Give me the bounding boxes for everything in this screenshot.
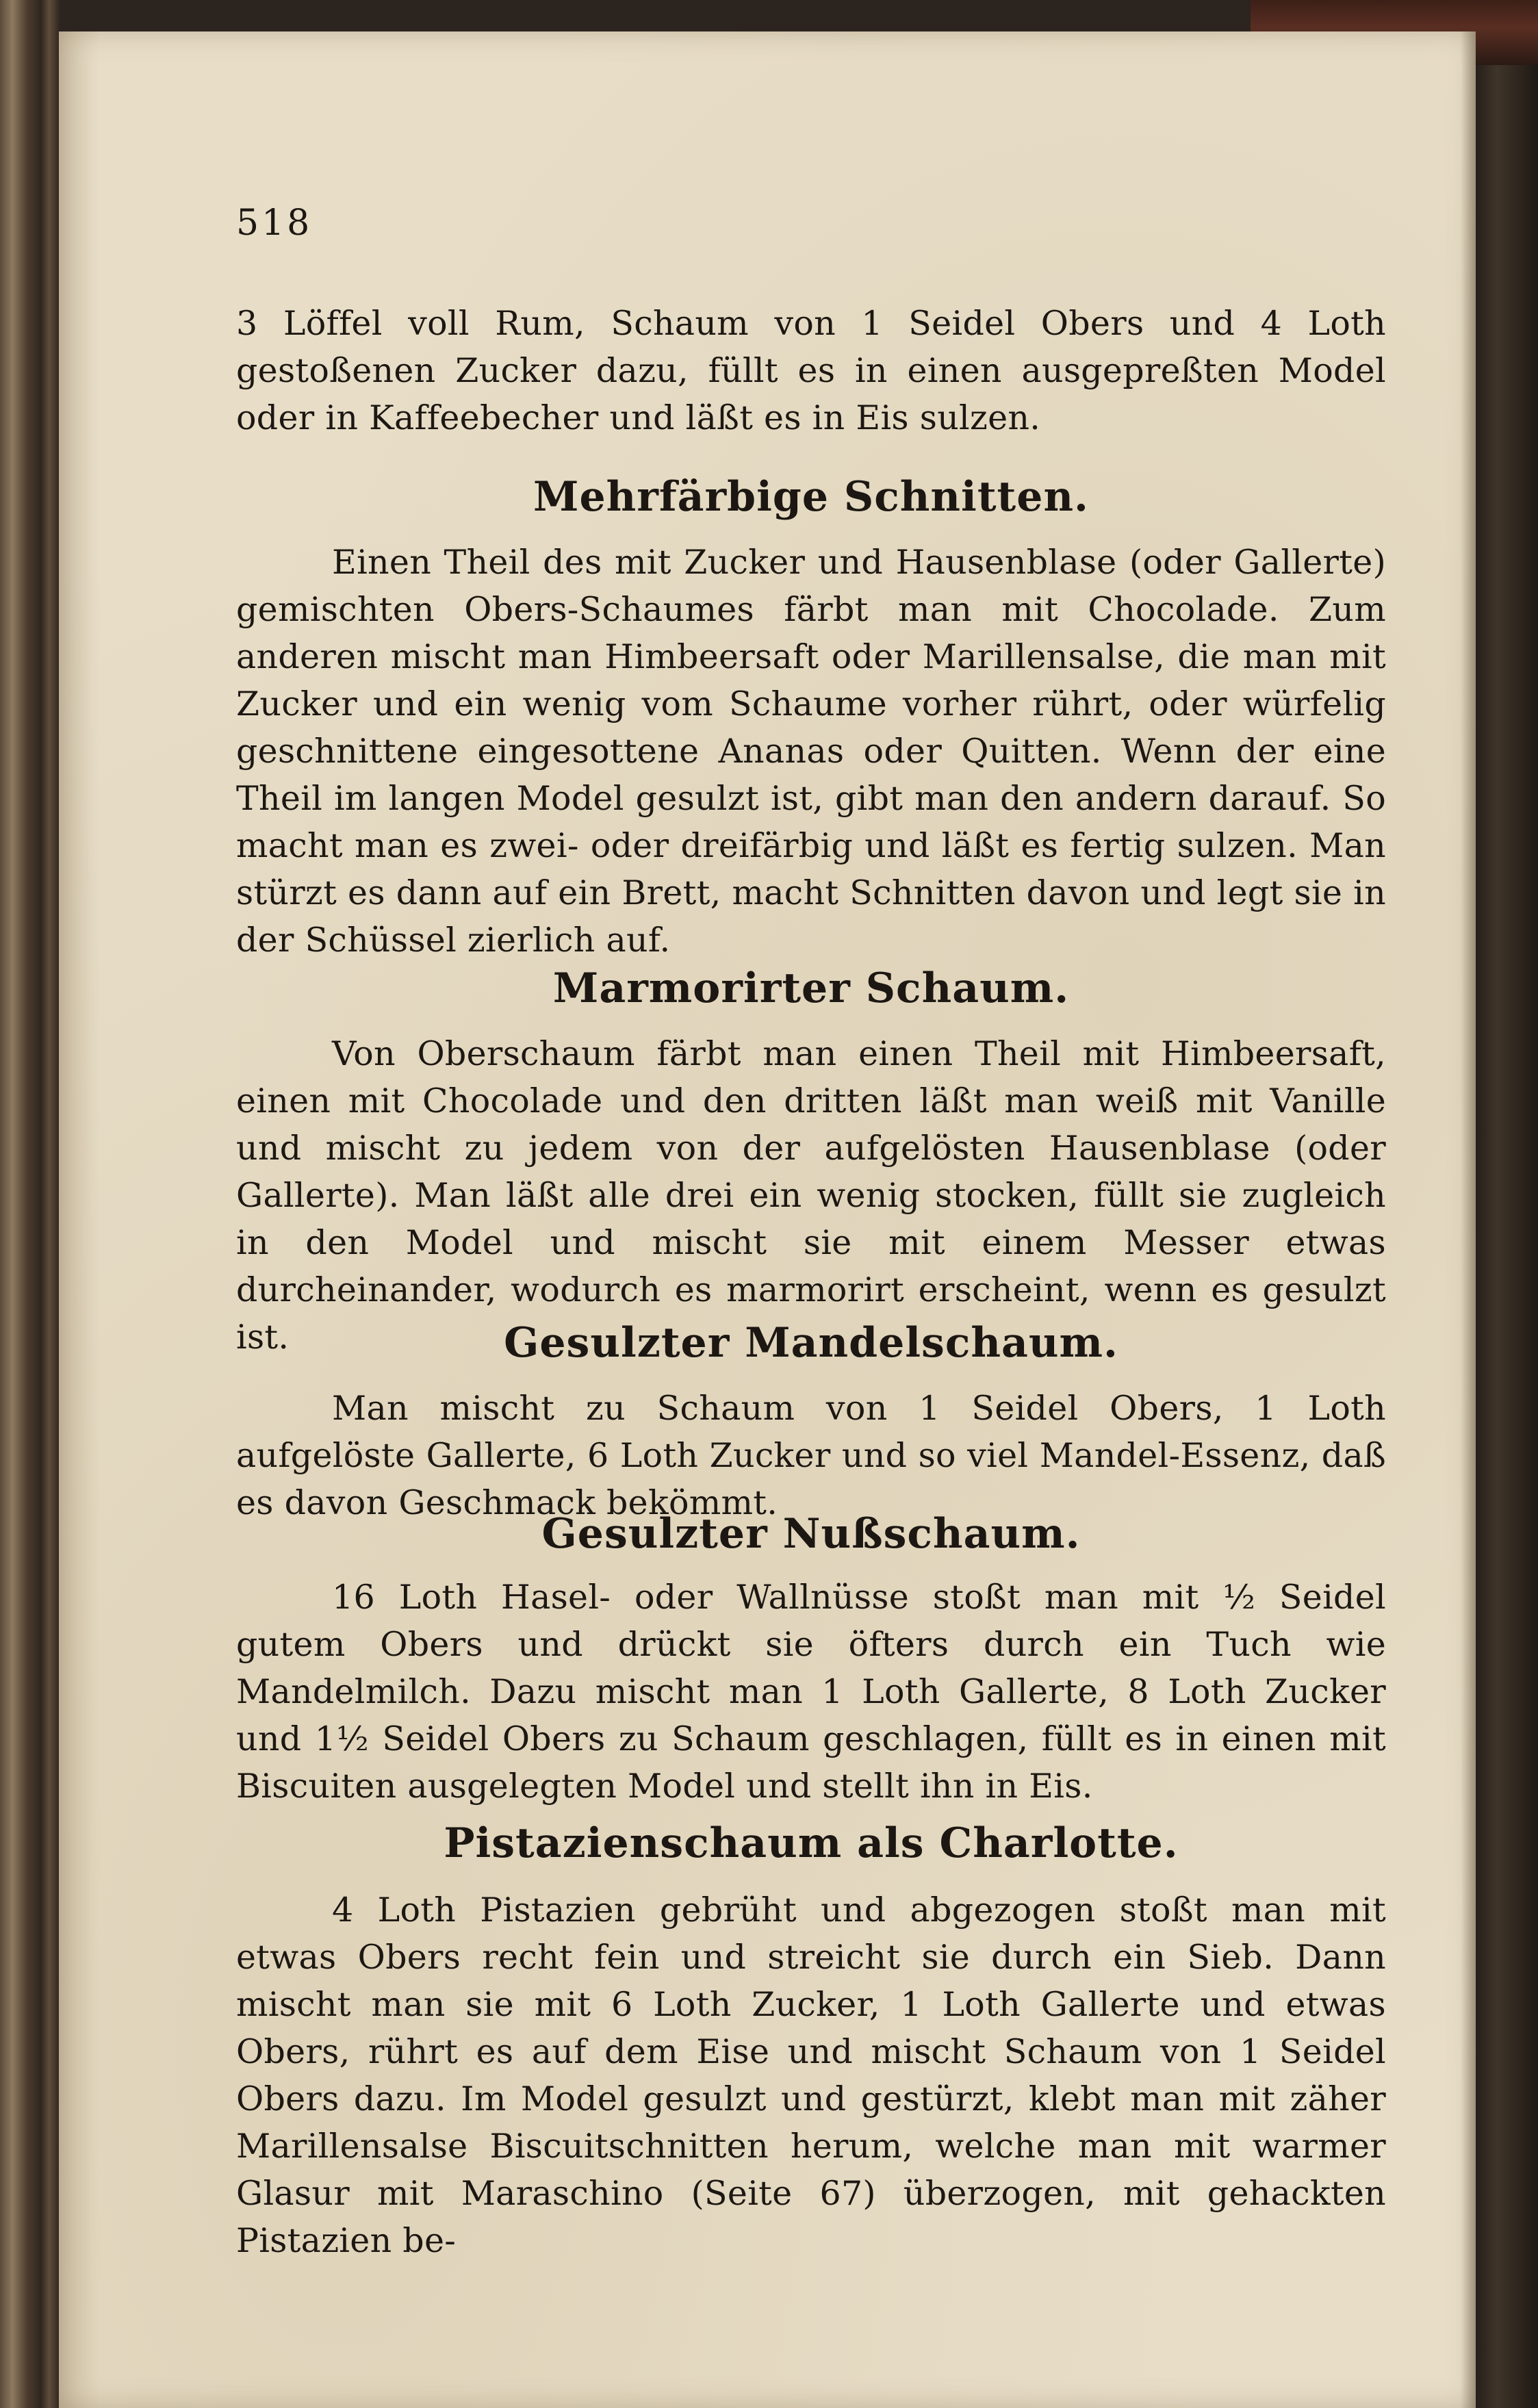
- heading-mehrfaerbige-schnitten: Mehrfärbige Schnitten.: [533, 473, 1089, 521]
- heading-gesulzter-mandelschaum: Gesulzter Mandelschaum.: [504, 1319, 1118, 1367]
- page-fold-shadow: [1461, 31, 1476, 2408]
- paragraph-gesulzter-mandelschaum: Man mischt zu Schaum von 1 Seidel Obers, 1 Loth aufgelöste Gallerte, 6 Loth Zucker und so viel Mandel-Essenz, daß es davon Geschmack bekömmt.: [236, 1389, 1386, 1522]
- heading-gesulzter-nussschaum: Gesulzter Nußschaum.: [541, 1510, 1081, 1558]
- page-number: 518: [236, 203, 313, 244]
- paragraph-continuation: 3 Löffel voll Rum, Schaum von 1 Seidel Obers und 4 Loth gestoßenen Zucker dazu, füllt es in einen ausgepreßten Model oder in Kaffeebecher und läßt es in Eis sulzen.: [236, 304, 1386, 437]
- heading-pistazienschaum: Pistazienschaum als Charlotte.: [444, 1819, 1179, 1867]
- book-spine: [1476, 0, 1538, 2408]
- paragraph-pistazienschaum: 4 Loth Pistazien gebrüht und abgezogen stoßt man mit etwas Obers recht fein und streicht sie durch ein Sieb. Dann mischt man sie mit 6 Loth Zucker, 1 Loth Gallerte und etwas Obers, rührt es auf dem Eise und mischt Schaum von 1 Seidel Obers dazu. Im Model gesulzt und gestürzt, klebt man mit zäher Marillensalse Biscuitschnitten herum, welche man mit warmer Glasur mit Maraschino (Seite 67) überzogen, mit gehackten Pistazien be-: [236, 1891, 1386, 2260]
- paragraph-mehrfaerbige-schnitten: Einen Theil des mit Zucker und Hausenblase (oder Gallerte) gemischten Obers-Schaumes färbt man mit Chocolade. Zum anderen mischt man Himbeersaft oder Marillensalse, die man mit Zucker und ein wenig vom Schaume vorher rührt, oder würfelig geschnittene eingesottene Ananas oder Quitten. Wenn der eine Theil im langen Model gesulzt ist, gibt man den andern darauf. So macht man es zwei- oder dreifärbig und läßt es fertig sulzen. Man stürzt es dann auf ein Brett, macht Schnitten davon und legt sie in der Schüssel zierlich auf.: [236, 543, 1386, 960]
- paragraph-marmorirter-schaum: Von Oberschaum färbt man einen Theil mit Himbeersaft, einen mit Chocolade und den dritten läßt man weiß mit Vanille und mischt zu jedem von der aufgelösten Hausenblase (oder Gallerte). Man läßt alle drei ein wenig stocken, füllt sie zugleich in den Model und mischt sie mit einem Messer etwas durcheinander, wodurch es marmorirt erscheint, wenn es gesulzt ist.: [236, 1034, 1386, 1357]
- heading-marmorirter-schaum: Marmorirter Schaum.: [552, 964, 1070, 1012]
- paragraph-gesulzter-nussschaum: 16 Loth Hasel- oder Wallnüsse stoßt man mit ½ Seidel gutem Obers und drückt sie öfters durch ein Tuch wie Mandelmilch. Dazu mischt man 1 Loth Gallerte, 8 Loth Zucker und 1½ Seidel Obers zu Schaum geschlagen, füllt es in einen mit Biscuiten ausgelegten Model und stellt ihn in Eis.: [236, 1578, 1386, 1806]
